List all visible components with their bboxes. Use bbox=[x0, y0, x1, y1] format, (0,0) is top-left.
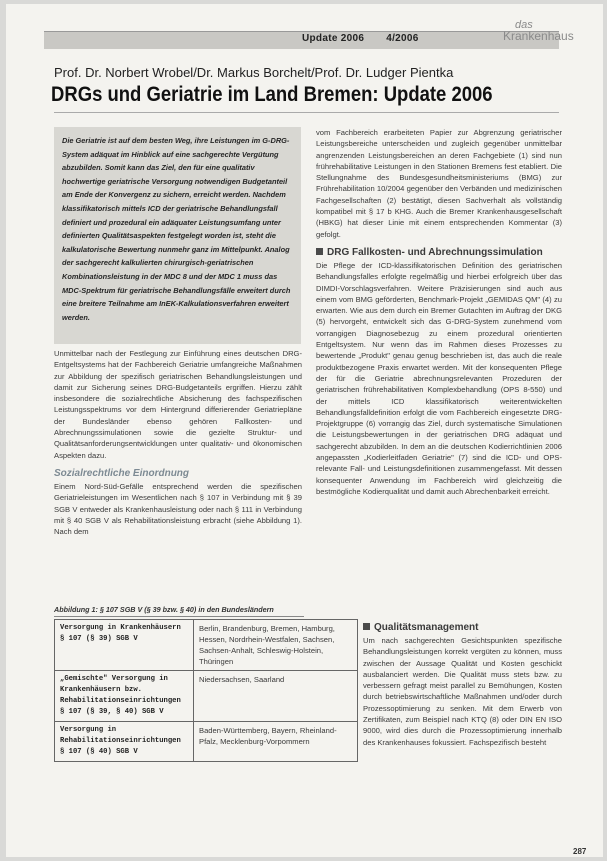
heading-text: DRG Fallkosten- und Abrechnungssimulation bbox=[327, 246, 543, 258]
article-authors: Prof. Dr. Norbert Wrobel/Dr. Markus Borchelt/Prof. Dr. Ludger Pientka bbox=[54, 65, 454, 80]
section-heading-quality bbox=[363, 621, 562, 635]
heading-square-icon bbox=[363, 623, 370, 630]
left-column bbox=[54, 348, 302, 537]
care-category: Versorgung in Rehabilitationseinrichtungen § 107 (§ 40) SGB V bbox=[55, 722, 194, 762]
document-page bbox=[6, 4, 603, 857]
logo-line-2: Krankenhaus bbox=[503, 29, 574, 43]
care-category: Versorgung in Krankenhäusern § 107 (§ 39) SGB V bbox=[55, 620, 194, 671]
title-divider bbox=[54, 112, 559, 113]
section-label: Update 2006 bbox=[302, 33, 365, 44]
caption-rule bbox=[54, 616, 304, 617]
logo-line-1: das bbox=[515, 19, 533, 31]
heading-square-icon bbox=[316, 248, 323, 255]
federal-states-list: Baden-Württemberg, Bayern, Rheinland-Pfalz, Mecklenburg-Vorpommern bbox=[194, 722, 358, 762]
table-row bbox=[55, 671, 358, 722]
left-legal-text: Einem Nord-Süd-Gefälle entsprechend werden die spezifischen Geriatrieleistungen im Wesentlichen nach § 107 in Verbindung mit § 39 SGB V entweder als Krankenhausleistung oder nach § 111 in Verbindung mit § 40 SGB V als Rehabilitationsleistung erbracht (siehe Abbildung 1). Nach dem bbox=[54, 481, 302, 537]
federal-states-list: Niedersachsen, Saarland bbox=[194, 671, 358, 722]
right-column bbox=[316, 127, 562, 497]
right-intro-text: vom Fachbereich erarbeiteten Papier zur Abgrenzung geriatrischer Leistungsbereiche unterscheiden und zugleich gegenüber unmittelbar angrenzenden Leistungsbereichen an deren Fachgebiete (1) sind nun frührehabilitative Leistungen in den Stationen Bremens fest etabliert. Die Stellungnahme des Bundesgesundheitsministeriums (BMG) zur Frührehabilitation 10/2004 gegenüber den Verbänden und medizinischen Fachgesellschaften (2) bestätigt, diesen Sachverhalt als vollständig kompatibel mit § 17 b KHG. Auch die Bremer Krankenhausgesellschaft (HBKG) hat dieser Linie mit einem entsprechenden Kommentar (3) gefolgt. bbox=[316, 128, 562, 239]
section-heading-simulation bbox=[316, 246, 562, 260]
right-simulation-text: Die Pflege der ICD-klassifikatorischen Definition des geriatrischen Behandlungsfalles erfolgte regelmäßig und hierbei erfolgreich über das DIMDI-Vorschlagsverfahren. Weitere Präzisierungen sind auch aus einem vom BMG geförderten, Benchmark-Projekt „GEMIDAS QM" (4) zu erwarten. Wie aus dem durch ein Bremer Gutachten im Auftrag der DKG (5) hervorgeht, entwickelt sich das G-DRG-System zunehmend vom vorrangigen Diagnosebezug zu einem prozedural orientierten Entgeltsystem. Nur wenn das im Rahmen dieses Prozesses zu bewertende „Produkt" genau genug beschrieben ist, das auch die reale produktbezogene Praxis erwartet werden. Mit der konsequenten Pflege der für die Geriatrie abrechnungsrelevanten Prozeduren der geriatrischen frührehabilitativen Komplexbehandlung (OPS 8-550) und der mittels ICD klassifikatorisch weiterentwickelten Behandlungsfalldefinition erfolgt die vom Fachbereich eingesetzte DRG-Projektgruppe (6) vorrangig das Ziel, durch systematische Simulationen die Leistungsbewertungen in der geriatrischen DRG adäquat und sachgerecht abzubilden. In dem an die deutschen Kodierrichtlinien 2006 angepassten „Kodierleitfaden Geriatrie" (7) sind die ICD- und OPS-relevante Fall- und Leistungsdefinitionen zusammengefasst. Mit dessen konsequenter Anwendung im Fachbereich wird gleichzeitig die bestmögliche Kodierqualität und damit auch Abrechenbarkeit erreicht. bbox=[316, 260, 562, 496]
heading-text: Qualitätsmanagement bbox=[374, 622, 479, 633]
abstract-box bbox=[54, 127, 301, 344]
journal-logo bbox=[503, 20, 581, 42]
issue-info bbox=[302, 33, 419, 44]
right-lower-column bbox=[363, 621, 562, 748]
left-intro-text: Unmittelbar nach der Festlegung zur Einführung eines deutschen DRG-Entgeltsystems hat der Fachbereich Geriatrie umfangreiche Maßnahmen zur Abbildung der spezifisch geriatrischen Behandlungsleistungen und damit zur Sicherung seines DRG-Budgetanteils ergriffen. Hierzu zählt insbesondere die sozialrechtliche Absicherung des fachspezifischen Leistungsspektrums vor dem Hintergrund differierender Geriatriepläne der Bundesländer ebenso gehören Fallkosten- und Abrechnungssimulationen sowie die gezielte Struktur- und Qualitätsanforderungsentwicklungen unter qualitativ- und ökonomischen Aspekten dazu. bbox=[54, 349, 302, 460]
page-number: 287 bbox=[573, 847, 587, 856]
care-category: „Gemischte" Versorgung in Krankenhäusern bzw. Rehabilitationseinrichtungen § 107 (§ 39, § 40) SGB V bbox=[55, 671, 194, 722]
figure-caption: Abbildung 1: § 107 SGB V (§ 39 bzw. § 40) in den Bundesländern bbox=[54, 605, 274, 614]
federal-states-table bbox=[54, 619, 358, 762]
section-heading-legal: Sozialrechtliche Einordnung bbox=[54, 467, 190, 479]
table-row bbox=[55, 722, 358, 762]
issue-number: 4/2006 bbox=[386, 33, 419, 44]
table-row bbox=[55, 620, 358, 671]
article-title: DRGs und Geriatrie im Land Bremen: Update 2006 bbox=[51, 83, 493, 106]
abstract-text: Die Geriatrie ist auf dem besten Weg, ihre Leistungen im G-DRG-System adäquat im Hinblick auf eine sachgerechte Vergütung abzubilden. Somit kann das Ziel, den für eine qualitativ hochwertige geriatrische Versorgung notwendigen Budgetanteil am Ende der Konvergenz zu sichern, erreicht werden. Nachdem klassifikatorisch mittels ICD der geriatrische Behandlungsfall definiert und prozedural ein adäquater Leistungsumfang unter definierten Qualitätsaspekten festgelegt worden ist, steht die kalkulatorische Bewertung nunmehr ganz im Mittelpunkt. Analog der sachgerecht kalkulierten chirurgisch-geriatrischen Kombinationsleistung in der MDC 8 und der MDC 1 muss das MDC-Spektrum für geriatrische Behandlungsfälle erweitert durch eine breitere Teilnahme am InEK-Kalkulationsverfahren erweitert werden. bbox=[62, 136, 291, 322]
federal-states-list: Berlin, Brandenburg, Bremen, Hamburg, Hessen, Nordrhein-Westfalen, Sachsen, Sachsen-Anhalt, Schleswig-Holstein, Thüringen bbox=[194, 620, 358, 671]
right-quality-text: Um nach sachgerechten Gesichtspunkten spezifische Behandlungsleistungen korrekt vergüten zu können, muss zwischen der Aussage Qualität und Kosten geschickt ausbalanciert werden. Die Qualität muss stets bzw. zu verbessern gefragt meist parallel zu Bemühungen, Kosten durch betriebswirtschaftliche Maßnahmen und/oder durch Prozessoptimierung zu senken. Mit dem Erwerb von Zertifikaten, zum Beispiel nach KTQ (8) oder DIN EN ISO 9000, wird dies durch die Prozessoptimierung innerhalb des Krankenhauses fokussiert. Fachspezifisch besteht bbox=[363, 636, 562, 747]
